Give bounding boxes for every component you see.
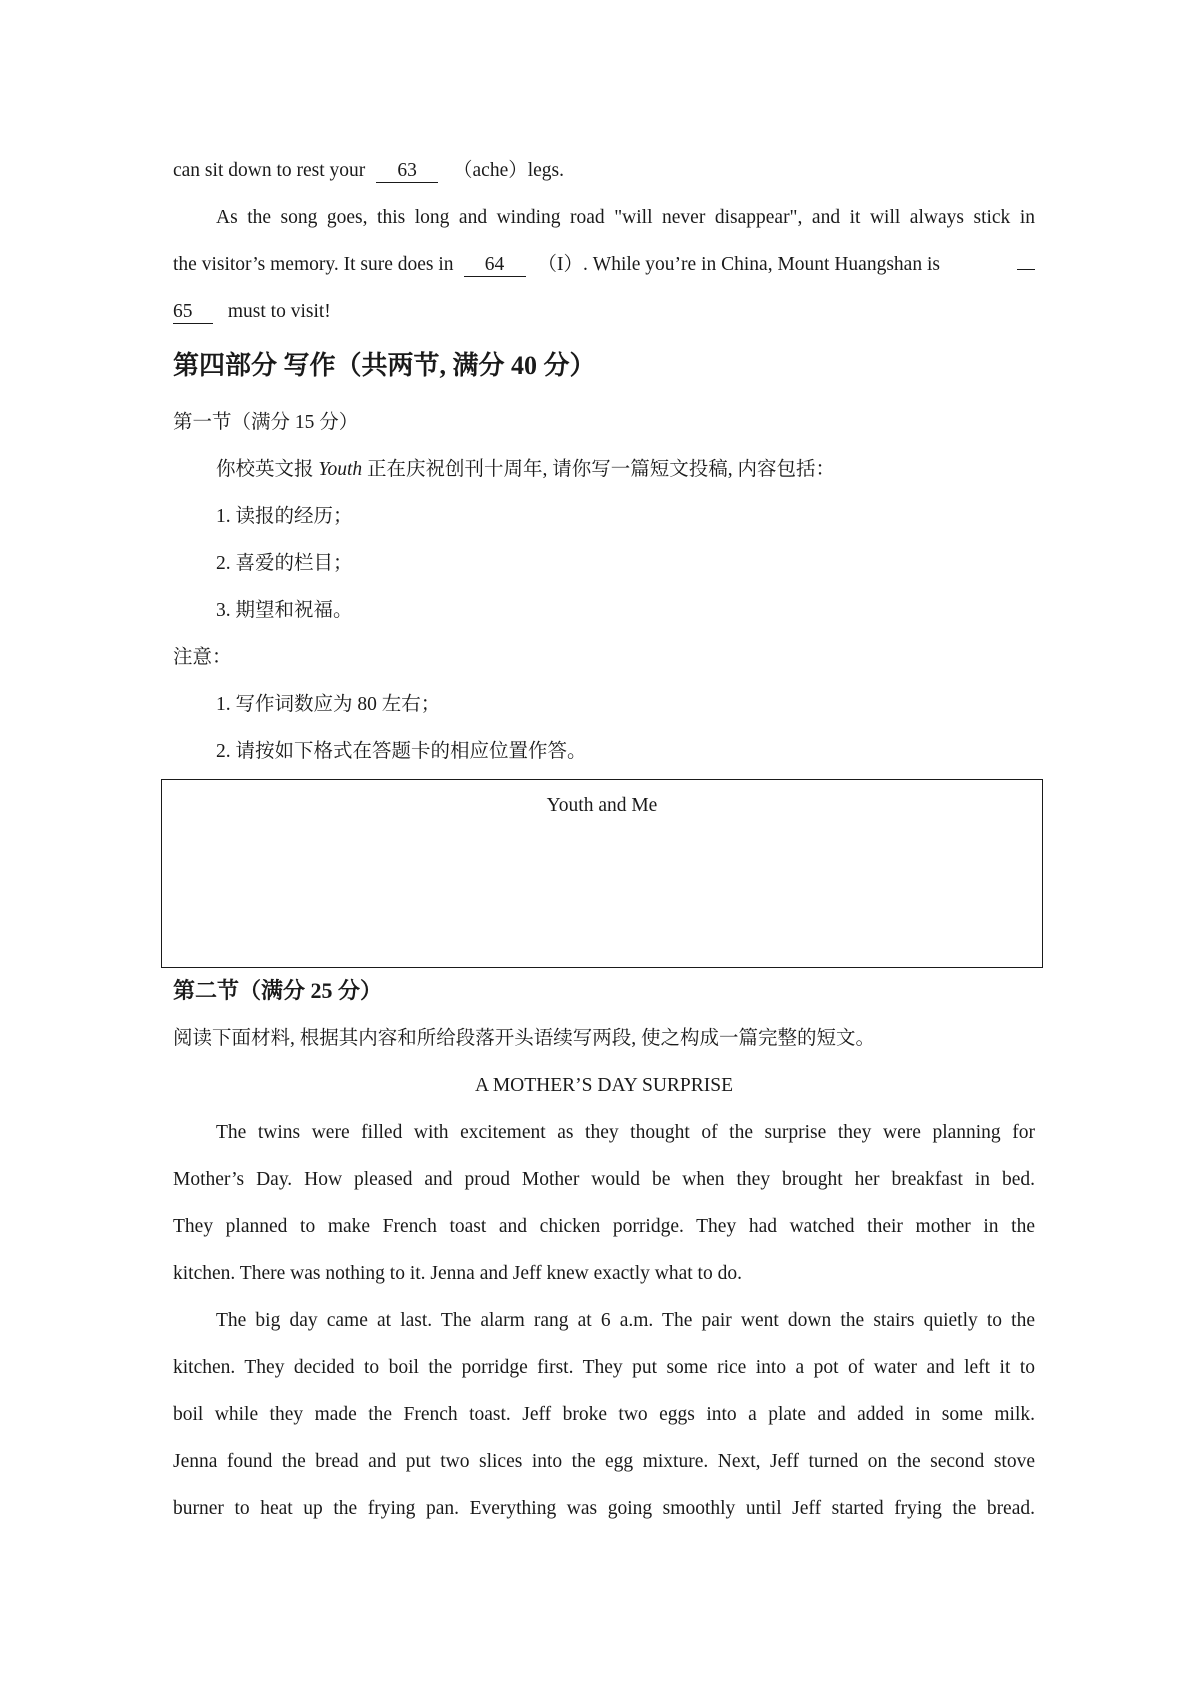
content-item: 2. 喜爱的栏目； [216,553,353,574]
note-item: 2. 请按如下格式在答题卡的相应位置作答。 [216,741,587,762]
section2-heading: 第二节（满分 25 分） [173,978,383,1003]
answer-box-title: Youth and Me [546,795,658,816]
story-line: kitchen. They decided to boil the porridge first. They put some rice into a pot of water and left it to [173,1357,1035,1378]
prompt-text: 正在庆祝创刊十周年, 请你写一篇短文投稿, 内容包括： [367,459,836,480]
hint-text: （ache）legs. [453,160,565,181]
passage-line-63 [173,158,564,184]
blank-63: 63 [376,160,438,183]
story-line: Jenna found the bread and put two slices into the egg mixture. Next, Jeff turned on the second stove [173,1451,1035,1472]
note-item: 1. 写作词数应为 80 左右； [216,694,441,715]
story-line: boil while they made the French toast. Jeff broke two eggs into a plate and added in some milk. [173,1404,1035,1425]
section1-prompt [216,457,835,483]
section2-instruction: 阅读下面材料, 根据其内容和所给段落开头语续写两段, 使之构成一篇完整的短文。 [173,1028,876,1049]
blank-65-start [1017,269,1035,270]
hint-text: （I）. While you’re in China, Mount Huangshan is [537,254,940,275]
passage-para-line: As the song goes, this long and winding road "will never disappear", and it will always stick in [216,207,1035,228]
section1-heading: 第一节（满分 15 分） [173,412,359,433]
prompt-text: 你校英文报 [216,459,314,480]
story-line: The big day came at last. The alarm rang at 6 a.m. The pair went down the stairs quietly to the [216,1310,1035,1331]
answer-format-box [161,779,1043,968]
passage-text: can sit down to rest your [173,160,366,181]
content-item: 3. 期望和祝福。 [216,600,353,621]
passage-text: must to visit! [227,301,331,322]
passage-line-65 [173,299,331,325]
passage-text: the visitor’s memory. It sure does in [173,254,454,275]
story-line: kitchen. There was nothing to it. Jenna and Jeff knew exactly what to do. [173,1263,742,1284]
story-line: burner to heat up the frying pan. Everything was going smoothly until Jeff started frying the bread. [173,1498,1035,1519]
blank-65: 65 [173,301,213,324]
passage-line-64 [173,252,1035,278]
note-label: 注意： [173,647,232,668]
newspaper-name: Youth [318,459,363,480]
story-title: A MOTHER’S DAY SURPRISE [474,1075,734,1096]
content-item: 1. 读报的经历； [216,506,353,527]
story-line: Mother’s Day. How pleased and proud Mother would be when they brought her breakfast in bed. [173,1169,1035,1190]
part4-heading: 第四部分 写作（共两节, 满分 40 分） [173,351,596,380]
blank-64: 64 [464,254,526,277]
story-line: The twins were filled with excitement as they thought of the surprise they were planning for [216,1122,1035,1143]
story-line: They planned to make French toast and chicken porridge. They had watched their mother in the [173,1216,1035,1237]
